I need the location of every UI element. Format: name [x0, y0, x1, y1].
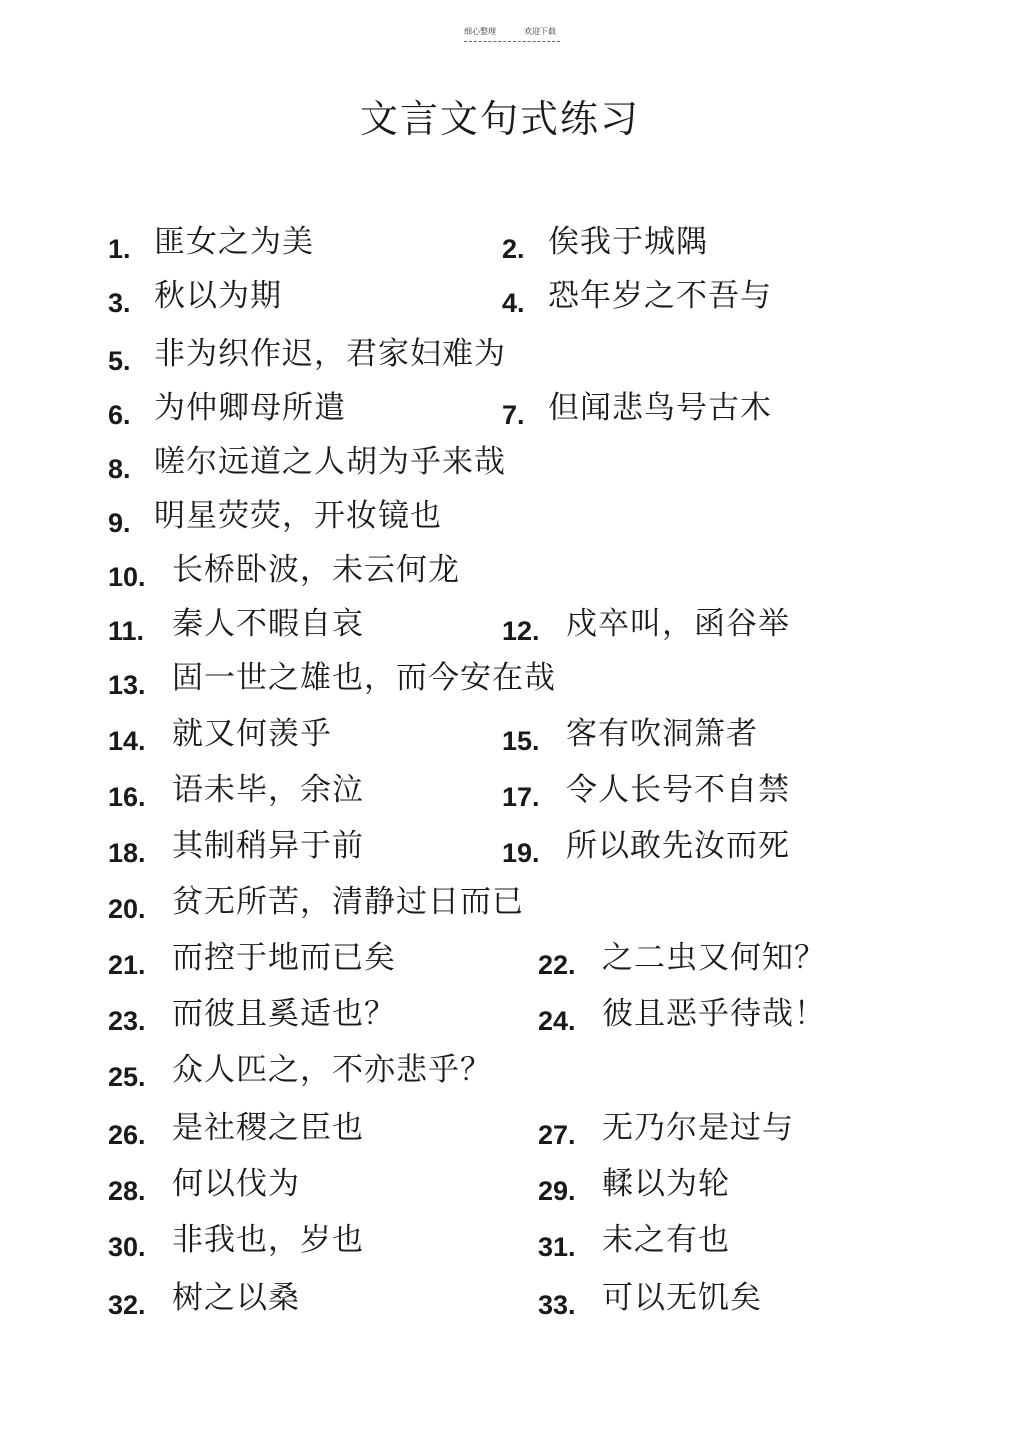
item-text: 秦人不暇自哀 — [172, 606, 364, 642]
list-item — [538, 932, 826, 980]
list-item — [108, 1102, 364, 1150]
item-number: 8. — [108, 454, 131, 484]
document-title: 文言文句式练习 — [359, 97, 640, 141]
list-item — [502, 764, 790, 812]
item-text: 嗟尔远道之人胡为乎来哉 — [154, 444, 506, 480]
item-number: 10. — [108, 562, 146, 592]
item-text: 何以伐为 — [172, 1166, 300, 1202]
item-number: 32. — [108, 1290, 146, 1320]
item-number: 5. — [108, 346, 131, 376]
item-text: 未之有也 — [602, 1222, 730, 1258]
item-text: 树之以桑 — [172, 1280, 300, 1316]
item-number: 4. — [502, 288, 525, 318]
list-item — [538, 1158, 730, 1206]
item-text: 俟我于城隅 — [548, 224, 708, 260]
list-item — [108, 544, 460, 592]
item-number: 31. — [538, 1232, 576, 1262]
list-item — [108, 820, 364, 868]
item-text: 而彼且奚适也？ — [172, 996, 396, 1032]
item-number: 1. — [108, 234, 131, 264]
item-text: 彼且恶乎待哉！ — [602, 996, 826, 1032]
list-item — [502, 216, 708, 264]
item-text: 为仲卿母所遣 — [154, 390, 346, 426]
item-number: 11. — [108, 616, 145, 646]
item-number: 27. — [538, 1120, 576, 1150]
item-text: 就又何羡乎 — [172, 716, 332, 752]
item-text: 所以敢先汝而死 — [566, 828, 790, 864]
item-text: 戍卒叫，函谷举 — [566, 606, 790, 642]
list-item — [108, 382, 346, 430]
item-number: 17. — [502, 782, 540, 812]
item-number: 2. — [502, 234, 525, 264]
list-item — [108, 598, 364, 646]
list-item — [108, 216, 314, 264]
item-text: 无乃尔是过与 — [602, 1110, 794, 1146]
list-item — [108, 988, 396, 1036]
item-number: 12. — [502, 616, 540, 646]
list-item — [538, 1214, 730, 1262]
item-text: 客有吹洞箫者 — [566, 716, 758, 752]
item-number: 19. — [502, 838, 540, 868]
list-item — [502, 382, 772, 430]
list-item — [108, 328, 506, 376]
item-number: 30. — [108, 1232, 146, 1262]
list-item — [108, 708, 332, 756]
item-text: 固一世之雄也，而今安在哉 — [172, 660, 556, 696]
list-item — [108, 876, 524, 924]
item-number: 6. — [108, 400, 131, 430]
list-item — [108, 652, 556, 700]
header-divider — [464, 41, 560, 42]
list-item — [108, 932, 396, 980]
list-item — [108, 270, 282, 318]
item-number: 33. — [538, 1290, 576, 1320]
item-text: 其制稍异于前 — [172, 828, 364, 864]
item-text: 匪女之为美 — [154, 224, 314, 260]
list-item — [108, 764, 364, 812]
list-item — [108, 1158, 300, 1206]
item-text: 是社稷之臣也 — [172, 1110, 364, 1146]
item-number: 25. — [108, 1062, 146, 1092]
item-number: 26. — [108, 1120, 146, 1150]
item-text: 明星荧荧，开妆镜也 — [154, 498, 442, 534]
item-text: 众人匹之，不亦悲乎？ — [172, 1052, 492, 1088]
header-right-text: 欢迎下载 — [524, 27, 556, 36]
item-number: 14. — [108, 726, 146, 756]
item-text: 可以无饥矣 — [602, 1280, 762, 1316]
page-header — [464, 26, 560, 46]
list-item — [108, 436, 506, 484]
list-item — [538, 1272, 762, 1320]
item-number: 3. — [108, 288, 131, 318]
list-item — [108, 1214, 364, 1262]
item-number: 23. — [108, 1006, 146, 1036]
list-item — [502, 598, 790, 646]
list-item — [538, 1102, 794, 1150]
list-item — [108, 490, 442, 538]
item-number: 28. — [108, 1176, 146, 1206]
item-number: 20. — [108, 894, 146, 924]
list-item — [538, 988, 826, 1036]
item-number: 22. — [538, 950, 576, 980]
item-text: 但闻悲鸟号古木 — [548, 390, 772, 426]
list-item — [502, 820, 790, 868]
item-number: 15. — [502, 726, 540, 756]
item-text: 语未毕，余泣 — [172, 772, 364, 808]
item-number: 21. — [108, 950, 146, 980]
list-item — [108, 1044, 492, 1092]
item-text: 非我也，岁也 — [172, 1222, 364, 1258]
item-text: 而控于地而已矣 — [172, 940, 396, 976]
item-text: 非为织作迟，君家妇难为 — [154, 336, 506, 372]
item-text: 秋以为期 — [154, 278, 282, 314]
item-text: 輮以为轮 — [602, 1166, 730, 1202]
item-number: 13. — [108, 670, 146, 700]
item-text: 之二虫又何知？ — [602, 940, 826, 976]
list-item — [502, 270, 772, 318]
item-number: 16. — [108, 782, 146, 812]
list-item — [502, 708, 758, 756]
item-number: 24. — [538, 1006, 576, 1036]
item-number: 7. — [502, 400, 525, 430]
header-left-text: 细心整理 — [464, 27, 496, 36]
item-number: 29. — [538, 1176, 576, 1206]
item-number: 18. — [108, 838, 146, 868]
item-text: 长桥卧波，未云何龙 — [172, 552, 460, 588]
item-text: 贫无所苦，清静过日而已 — [172, 884, 524, 920]
list-item — [108, 1272, 300, 1320]
item-text: 令人长号不自禁 — [566, 772, 790, 808]
item-text: 恐年岁之不吾与 — [548, 278, 772, 314]
item-number: 9. — [108, 508, 131, 538]
